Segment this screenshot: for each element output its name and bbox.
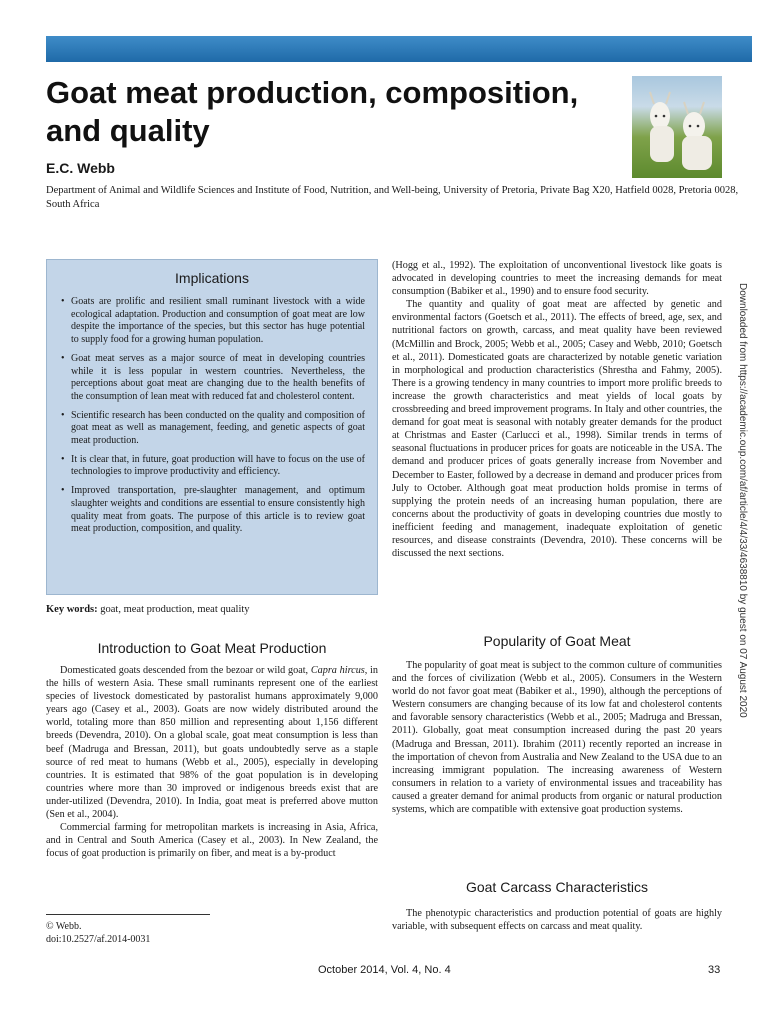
carcass-heading: Goat Carcass Characteristics (465, 879, 649, 895)
intro-paragraph-1 (46, 664, 378, 821)
right-paragraph-1: (Hogg et al., 1992). The exploitation of unconventional livestock like goats is advocated in developing countries to meet the increasing demands for meat consumption (Babiker et al., 1990) and to ensure food security. (392, 260, 722, 298)
footnote (46, 920, 150, 946)
intro-heading: Introduction to Goat Meat Production (97, 640, 327, 656)
intro-text-b: , in the hills of western Asia. These small ruminants represent one of the earliest species of livestock domesticated by pastoralist humans approximately 9,000 years ago (Casey et al., 2003). Goats are now widely distributed around the world, totaling more than 850 million and representing about 1,156 different breeds (Devendra, 2010). On a global scale, goat meat consumption is less than beef (Madruga and Bressan, 2011), but goats undoubtedly serve as a staple source of red meat to humans (Webb et al., 2005), especially in developing countries. It is estimated that 98% of the goat population is in developing countries where more than 30 improved or indigenous breeds exist that are under-utilized (Devendra, 2010). In India, goat meat is preferred above mutton (Sen et al., 2004). (46, 665, 378, 821)
popularity-body (392, 659, 722, 816)
doi-line: doi:10.2527/af.2014-0031 (46, 934, 151, 945)
goats-photo (632, 76, 722, 178)
carcass-paragraph: The phenotypic characteristics and production potential of goats are highly variable, with subsequent effects on carcass and meat quality. (392, 908, 722, 933)
implications-heading: Implications (175, 270, 249, 286)
implications-list (59, 296, 365, 536)
author-affiliation: Department of Animal and Wildlife Sciences and Institute of Food, Nutrition, and Well-being, University of Pretoria, Private Bag X20, Hatfield 0028, Pretoria 0028, South Africa (46, 185, 739, 210)
implication-item: • Goats are prolific and resilient small ruminant livestock with a wide ecological adaptation. Production and consumption of goat meat are low despite the importance of the species, but this sector has huge potential to supply food for a growing human population. (71, 296, 365, 347)
author-name: E.C. Webb (46, 160, 115, 176)
intro-paragraph-2: Commercial farming for metropolitan markets is increasing in Asia, Africa, and in Central and South America (Casey et al., 2003). In New Zealand, the focus of goat production is primarily on fiber, and meat is a by-product (46, 822, 378, 860)
article-title: Goat meat production, composition, and quality (46, 75, 579, 148)
header-banner (46, 36, 752, 62)
intro-text-a: Domesticated goats descended from the bezoar or wild goat, (60, 665, 311, 676)
right-paragraph-2: The quantity and quality of goat meat are affected by genetic and environmental factors (Goetsch et al., 2011). The effects of breed, age, sex, and nutritional factors on growth, carcass, and meat quality have been reviewed (McMillin and Brock, 2005; Webb et al., 2005; Casey and Webb, 2010; Goetsch et al., 2011). Domesticated goats are characterized by notable genetic variation in morphological and production characteristics (Shrestha and Fahmy, 2005). There is a growing tendency in many countries to import more prolific breeds to increase the growth characteristics and meat yields of local goats by crossbreeding and breed improvement programs. In Italy and other countries, the demand for goat meat is seasonal with notably greater demands for the product at Christmas and Easter (Carlucci et al., 1998). Similar trends in terms of seasonal fluctuations in producer prices for goats are noticeable in the USA. The demand and producer prices of goats generally increase from November and December to Easter, followed by a decrease in demand and producer prices from July to October. Although goat meat production holds promise in terms of supplying the protein needs of an increasing human population, there are concerns about the productivity of goats in developing countries due mostly to inefficient feeding and management, inadequate exploitation of genetic resources, and disease constraints (Devendra, 2010). These concerns will be discussed the next sections. (392, 299, 722, 560)
species-name: Capra hircus (310, 665, 365, 676)
download-notice: Downloaded from https://academic.oup.com/af/article/4/4/33/4638810 by guest on 07 August 2020 (737, 283, 748, 718)
keywords-text: goat, meat production, meat quality (97, 604, 250, 615)
page-number: 33 (708, 964, 721, 976)
popularity-heading: Popularity of Goat Meat (483, 633, 631, 649)
implication-item: • Improved transportation, pre-slaughter management, and optimum slaughter weights and conditions are essential to ensure consistently high quality meat from goats. The purpose of this article is to review goat meat production, composition, and quality. (71, 485, 365, 536)
implication-item: • Scientific research has been conducted on the quality and composition of goat meat as well as management, feeding, and genetic aspects of goat meat production. (71, 410, 365, 448)
keywords-line (46, 604, 378, 615)
copyright-line: © Webb. (46, 921, 82, 932)
issue-info: October 2014, Vol. 4, No. 4 (318, 964, 451, 976)
implication-item: • Goat meat serves as a major source of meat in developing countries while it is less popular in western countries. Nevertheless, the perceptions about goat meat are changing due to the health benefits of the consumption of lean meat with reduced fat and cholesterol content. (71, 353, 365, 404)
implication-item: • It is clear that, in future, goat production will have to focus on the use of technologies to improve productivity and efficiency. (71, 454, 365, 479)
keywords-label: Key words: (46, 604, 98, 615)
footnote-divider (46, 914, 210, 915)
implications-box (46, 259, 378, 595)
right-column-top (392, 259, 722, 560)
carcass-body (392, 907, 722, 933)
goats-illustration (632, 76, 722, 178)
intro-body (46, 664, 378, 860)
popularity-paragraph: The popularity of goat meat is subject to the common culture of communities and the forces of civilization (Webb et al., 2005). Consumers in the Western world do not favor goat meat (Babiker et al., 1990), although the perceptions of Western consumers are changing because of its low fat and cholesterol contents and favorable sensory characteristics (Webb et al., 2005; Madruga and Bressan, 2011). Globally, goat meat consumption increased during the past 20 years (Madruga and Bressan, 2011). Ibrahim (2011) recently reported an increase in the importation of chevon from Australia and New Zealand to the USA due to an increasing immigrant population. The increasing awareness of Western consumers in relation to a variety of environmental issues and traceability has caused a greater demand for animal products from organic or natural production systems, which are compatible with extensive goat production systems. (392, 660, 722, 816)
